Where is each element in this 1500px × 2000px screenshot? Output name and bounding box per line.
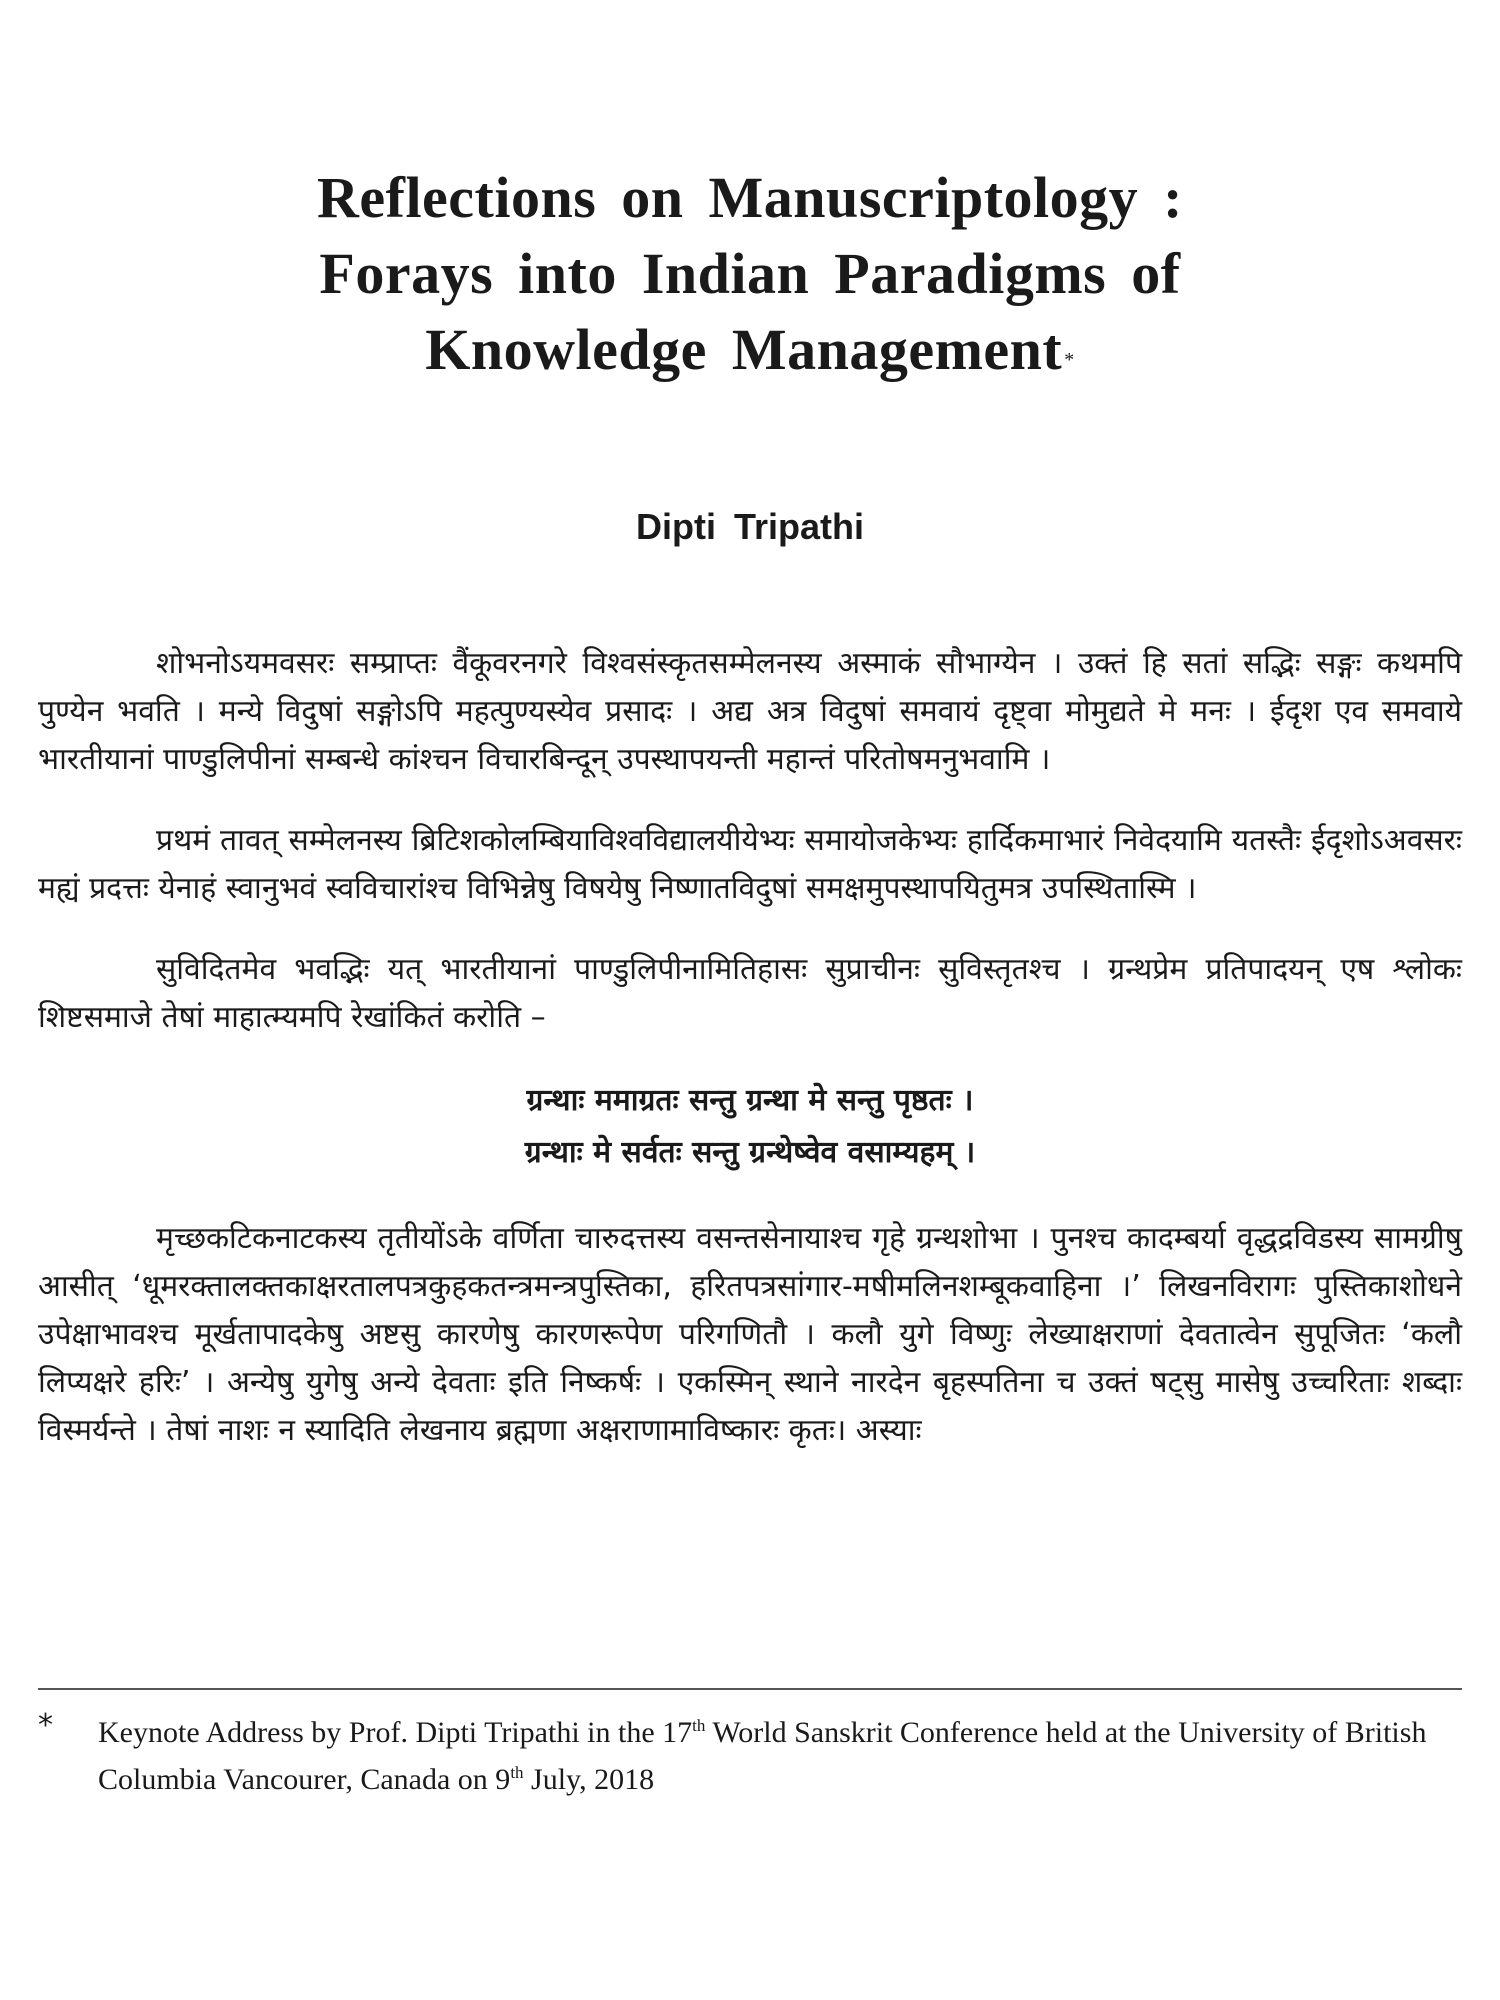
title-footnote-marker: * [1064, 349, 1075, 371]
footnote-sup-2: th [510, 1763, 524, 1782]
verse-line-2: ग्रन्थाः मे सर्वतः सन्तु ग्रन्थेष्वेव वसाम्यहम् । [524, 1135, 976, 1170]
footnote-marker: * [38, 1708, 53, 1743]
title-line-2: Forays into Indian Paradigms of [319, 241, 1181, 306]
title-line-3-text: Knowledge Management [425, 317, 1063, 382]
title-line-1: Reflections on Manuscriptology : [317, 165, 1183, 230]
paragraph-2: प्रथमं तावत् सम्मेलनस्य ब्रिटिशकोलम्बियाविश्वविद्यालयीयेभ्यः समायोजकेभ्यः हार्दिकमाभारं निवेदयामि यतस्तैः ईदृशोऽअवसरः मह्यं प्रदत्तः येनाहं स्वानुभवं स्वविचारांश्च विभिन्नेषु विषयेषु निष्णातविदुषां समक्षमुपस्थापयितुमत्र उपस्थितास्मि । [38, 823, 1462, 906]
verse-line-1: ग्रन्थाः ममाग्रतः सन्तु ग्रन्था मे सन्तु पृष्ठतः । [526, 1083, 974, 1118]
footnote-text [98, 1706, 1470, 1800]
footnote [38, 1706, 1470, 1800]
title-line-3 [38, 312, 1462, 388]
footnote-text-part-3: July, 2018 [523, 1763, 655, 1796]
body-text [38, 640, 1462, 1455]
footnote-sup-1: th [692, 1716, 706, 1735]
footnote-text-part-1: Keynote Address by Prof. Dipti Tripathi in the 17 [98, 1716, 693, 1749]
paragraph-1: शोभनोऽयमवसरः सम्प्राप्तः वैंकूवरनगरे विश्वसंस्कृतसम्मेलनस्य अस्माकं सौभाग्येन । उक्तं हि सतां सद्भिः सङ्गः कथमपि पुण्येन भवति । मन्ये विदुषां सङ्गोऽपि महत्पुण्यस्येव प्रसादः । अद्य अत्र विदुषां समवायं दृष्ट्वा मोमुद्यते मे मनः । ईदृश एव समवाये भारतीयानां पाण्डुलिपीनां सम्बन्धे कांश्चन विचारबिन्दून् उपस्थापयन्ती महान्तं परितोषमनुभवामि । [38, 646, 1462, 777]
sanskrit-verse [38, 1075, 1462, 1179]
paragraph-4: मृच्छकटिकनाटकस्य तृतीयोंऽके वर्णिता चारुदत्तस्य वसन्तसेनायाश्च गृहे ग्रन्थशोभा । पुनश्च कादम्बर्या वृद्धद्रविडस्य सामग्रीषु आसीत् ‘धूमरक्तालक्तकाक्षरतालपत्रकुहकतन्त्रमन्त्रपुस्तिका, हरितपत्रसांगार-मषीमलिनशम्बूकवाहिना ।’ लिखनविरागः पुस्तिकाशोधने उपेक्षाभावश्च मूर्खतापादकेषु अष्टसु कारणेषु कारणरूपेण परिगणितौ । कलौ युगे विष्णुः लेख्याक्षराणां देवतात्वेन सुपूजितः ‘कलौ लिप्यक्षरे हरिः’ । अन्येषु युगेषु अन्ये देवताः इति निष्कर्षः । एकस्मिन् स्थाने नारदेन बृहस्पतिना च उक्तं षट्सु मासेषु उच्चरिताः शब्दाः विस्मर्यन्ते । तेषां नाशः न स्यादिति लेखनाय ब्रह्मणा अक्षराणामाविष्कारः कृतः। अस्याः [38, 1221, 1462, 1448]
author-name: Dipti Tripathi [636, 506, 864, 547]
footnote-text-part-2: World Sanskrit Conference held at the University of British Columbia Vancourer, Canada on 9 [98, 1716, 1427, 1796]
footnote-divider [38, 1688, 1462, 1690]
paragraph-3: सुविदितमेव भवद्भिः यत् भारतीयानां पाण्डुलिपीनामितिहासः सुप्राचीनः सुविस्तृतश्च । ग्रन्थप्रेम प्रतिपादयन् एष श्लोकः शिष्टसमाजे तेषां माहात्म्यमपि रेखांकितं करोति – [38, 952, 1462, 1035]
paper-title [38, 160, 1462, 388]
